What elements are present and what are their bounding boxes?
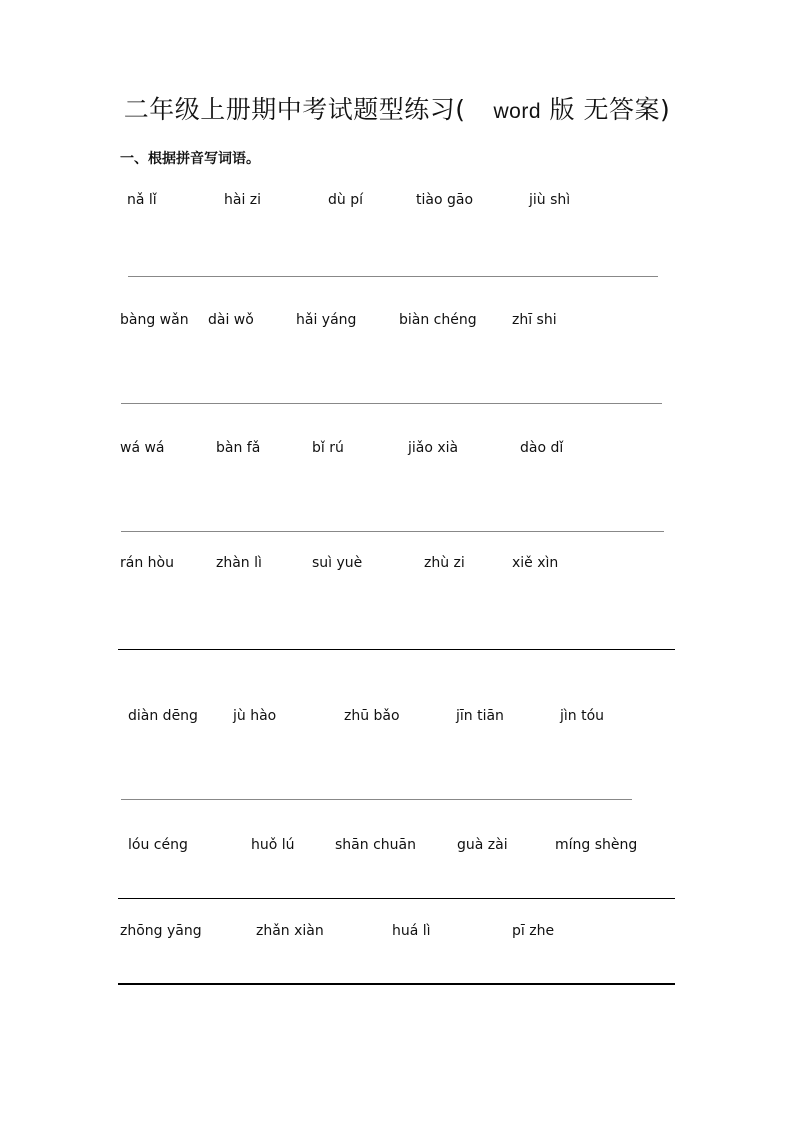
answer-line [118,983,675,985]
page-title [0,90,794,126]
pinyin-word: shān chuān [335,837,416,853]
pinyin-word: jiǎo xià [408,440,459,456]
answer-line [128,276,658,277]
answer-line [121,531,664,532]
pinyin-word: zhōng yāng [120,923,202,939]
pinyin-word: bǐ rú [312,440,344,456]
pinyin-word: jiù shì [529,192,571,208]
pinyin-word: míng shèng [555,837,638,853]
title-part-2: word [493,100,542,123]
pinyin-word: huǒ lú [251,837,295,853]
pinyin-word: dù pí [328,192,363,208]
pinyin-word: guà zài [457,837,508,853]
answer-line [121,799,632,800]
pinyin-word: tiào gāo [416,192,474,208]
pinyin-word: dài wǒ [208,312,254,328]
pinyin-word: huá lì [392,923,431,939]
answer-line [121,403,662,404]
section-heading: 一、根据拼音写词语。 [120,151,260,167]
pinyin-word: nǎ lǐ [127,192,157,208]
pinyin-word: suì yuè [312,555,363,571]
answer-line [118,898,675,899]
pinyin-word: biàn chéng [399,312,477,328]
pinyin-word: zhǎn xiàn [256,923,324,939]
title-part-3: 版 [549,95,576,124]
pinyin-word: diàn dēng [128,708,198,724]
pinyin-word: dào dǐ [520,440,564,456]
pinyin-word: lóu céng [128,837,188,853]
pinyin-word: bàng wǎn [120,312,189,328]
pinyin-word: pī zhe [512,923,555,939]
title-part-4: 无答案) [583,95,671,124]
pinyin-word: jīn tiān [456,708,504,724]
pinyin-word: rán hòu [120,555,174,571]
pinyin-word: xiě xìn [512,555,559,571]
pinyin-word: jìn tóu [560,708,605,724]
pinyin-word: jù hào [233,708,277,724]
pinyin-word: zhàn lì [216,555,262,571]
pinyin-word: hài zi [224,192,262,208]
pinyin-word: bàn fǎ [216,440,261,456]
pinyin-word: hǎi yáng [296,312,357,328]
pinyin-word: wá wá [120,440,165,456]
pinyin-word: zhū bǎo [344,708,400,724]
pinyin-word: zhī shi [512,312,557,328]
answer-line [118,649,675,650]
pinyin-word: zhù zi [424,555,465,571]
title-part-1: 二年级上册期中考试题型练习( [123,95,466,124]
